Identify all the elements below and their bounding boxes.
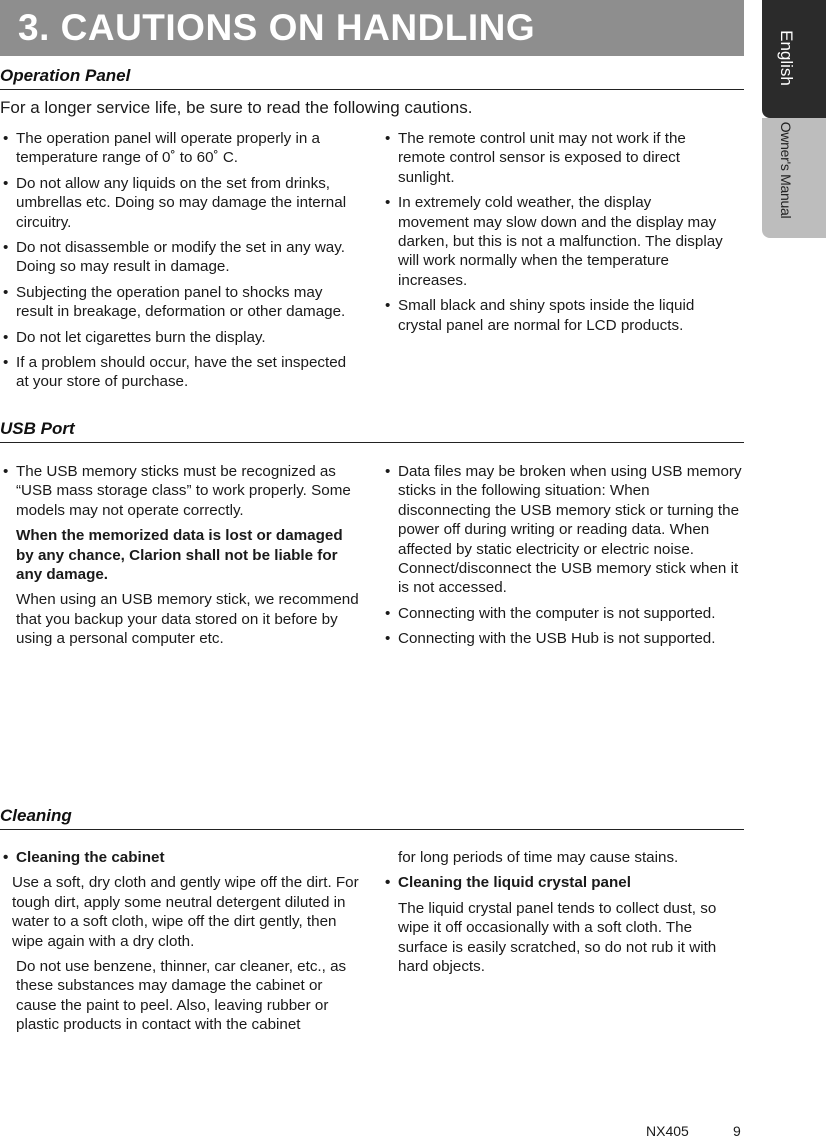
list-item: • Connecting with the USB Hub is not supported. bbox=[384, 629, 746, 648]
operation-panel-right-column bbox=[384, 129, 726, 341]
list-item: • Connecting with the computer is not supported. bbox=[384, 604, 746, 623]
page-number: 9 bbox=[733, 1123, 741, 1139]
list-item: • The USB memory sticks must be recognized as “USB mass storage class” to work properly. Some models may not operate correctly. bbox=[2, 462, 362, 520]
usb-liability-notice: When the memorized data is lost or damaged by any chance, Clarion shall not be liable for any damage. bbox=[16, 527, 343, 584]
cleaning-lcd-instructions: The liquid crystal panel tends to collect dust, so wipe it off occasionally with a soft cloth. The surface is easily scratched, so do not rub it with hard objects. bbox=[398, 899, 717, 976]
title-bar bbox=[0, 0, 744, 56]
list-item: • The operation panel will operate properly in a temperature range of 0˚ to 60˚ C. bbox=[2, 129, 358, 168]
usb-backup-note: When using an USB memory stick, we recommend that you backup your data stored on it before by using a personal computer etc. bbox=[16, 591, 359, 648]
list-item: • Do not let cigarettes burn the display. bbox=[2, 328, 358, 347]
cleaning-cabinet-instructions: Use a soft, dry cloth and gently wipe off the dirt. For tough dirt, apply some neutral detergent diluted in water to a soft cloth, wipe off the dirt gently, then wipe again with a dry cloth. bbox=[12, 874, 359, 950]
cleaning-cabinet-warning-continued: for long periods of time may cause stains. bbox=[398, 849, 679, 866]
list-item: • Small black and shiny spots inside the liquid crystal panel are normal for LCD products. bbox=[384, 296, 726, 335]
cleaning-heading: Cleaning bbox=[0, 806, 744, 830]
list-item: • The remote control unit may not work if the remote control sensor is exposed to direct sunlight. bbox=[384, 129, 726, 187]
cleaning-cabinet-warning: Do not use benzene, thinner, car cleaner, etc., as these substances may damage the cabinet or cause the paint to peel. Also, leaving rubber or plastic products in contact with the cabinet bbox=[16, 958, 347, 1034]
owners-manual-tab-label: Owner's Manual bbox=[778, 121, 794, 219]
list-item: • Do not allow any liquids on the set from drinks, umbrellas etc. Doing so may damage the internal circuitry. bbox=[2, 174, 358, 232]
owners-manual-tab[interactable] bbox=[762, 118, 826, 238]
cleaning-left-column bbox=[2, 848, 364, 1041]
model-number: NX405 bbox=[646, 1123, 689, 1139]
operation-panel-heading: Operation Panel bbox=[0, 66, 744, 90]
operation-panel-intro: For a longer service life, be sure to read the following cautions. bbox=[0, 98, 473, 117]
language-tab[interactable] bbox=[762, 0, 826, 118]
language-tab-label: English bbox=[777, 30, 796, 86]
usb-port-right-column bbox=[384, 462, 746, 655]
list-item: • Do not disassemble or modify the set in any way. Doing so may result in damage. bbox=[2, 238, 358, 277]
list-item: • Data files may be broken when using USB memory sticks in the following situation: When disconnecting the USB memory stick or turning the power off during writing or reading data. When affected by static electricity or electric noise. Connect/disconnect the USB memory stick when it is not accessed. bbox=[384, 462, 746, 598]
list-item: • Subjecting the operation panel to shocks may result in breakage, deformation or other damage. bbox=[2, 283, 358, 322]
cleaning-lcd-heading: • Cleaning the liquid crystal panel bbox=[384, 873, 740, 892]
list-item: • If a problem should occur, have the set inspected at your store of purchase. bbox=[2, 353, 358, 392]
usb-port-heading: USB Port bbox=[0, 419, 744, 443]
usb-port-left-column bbox=[2, 462, 362, 655]
cleaning-cabinet-heading: • Cleaning the cabinet bbox=[2, 848, 364, 867]
list-item: • In extremely cold weather, the display movement may slow down and the display may darken, but this is not a malfunction. The display will work normally when the temperature increases. bbox=[384, 193, 726, 290]
page-title: 3. CAUTIONS ON HANDLING bbox=[18, 7, 536, 48]
cleaning-right-column bbox=[384, 848, 740, 982]
operation-panel-left-column bbox=[2, 129, 358, 398]
